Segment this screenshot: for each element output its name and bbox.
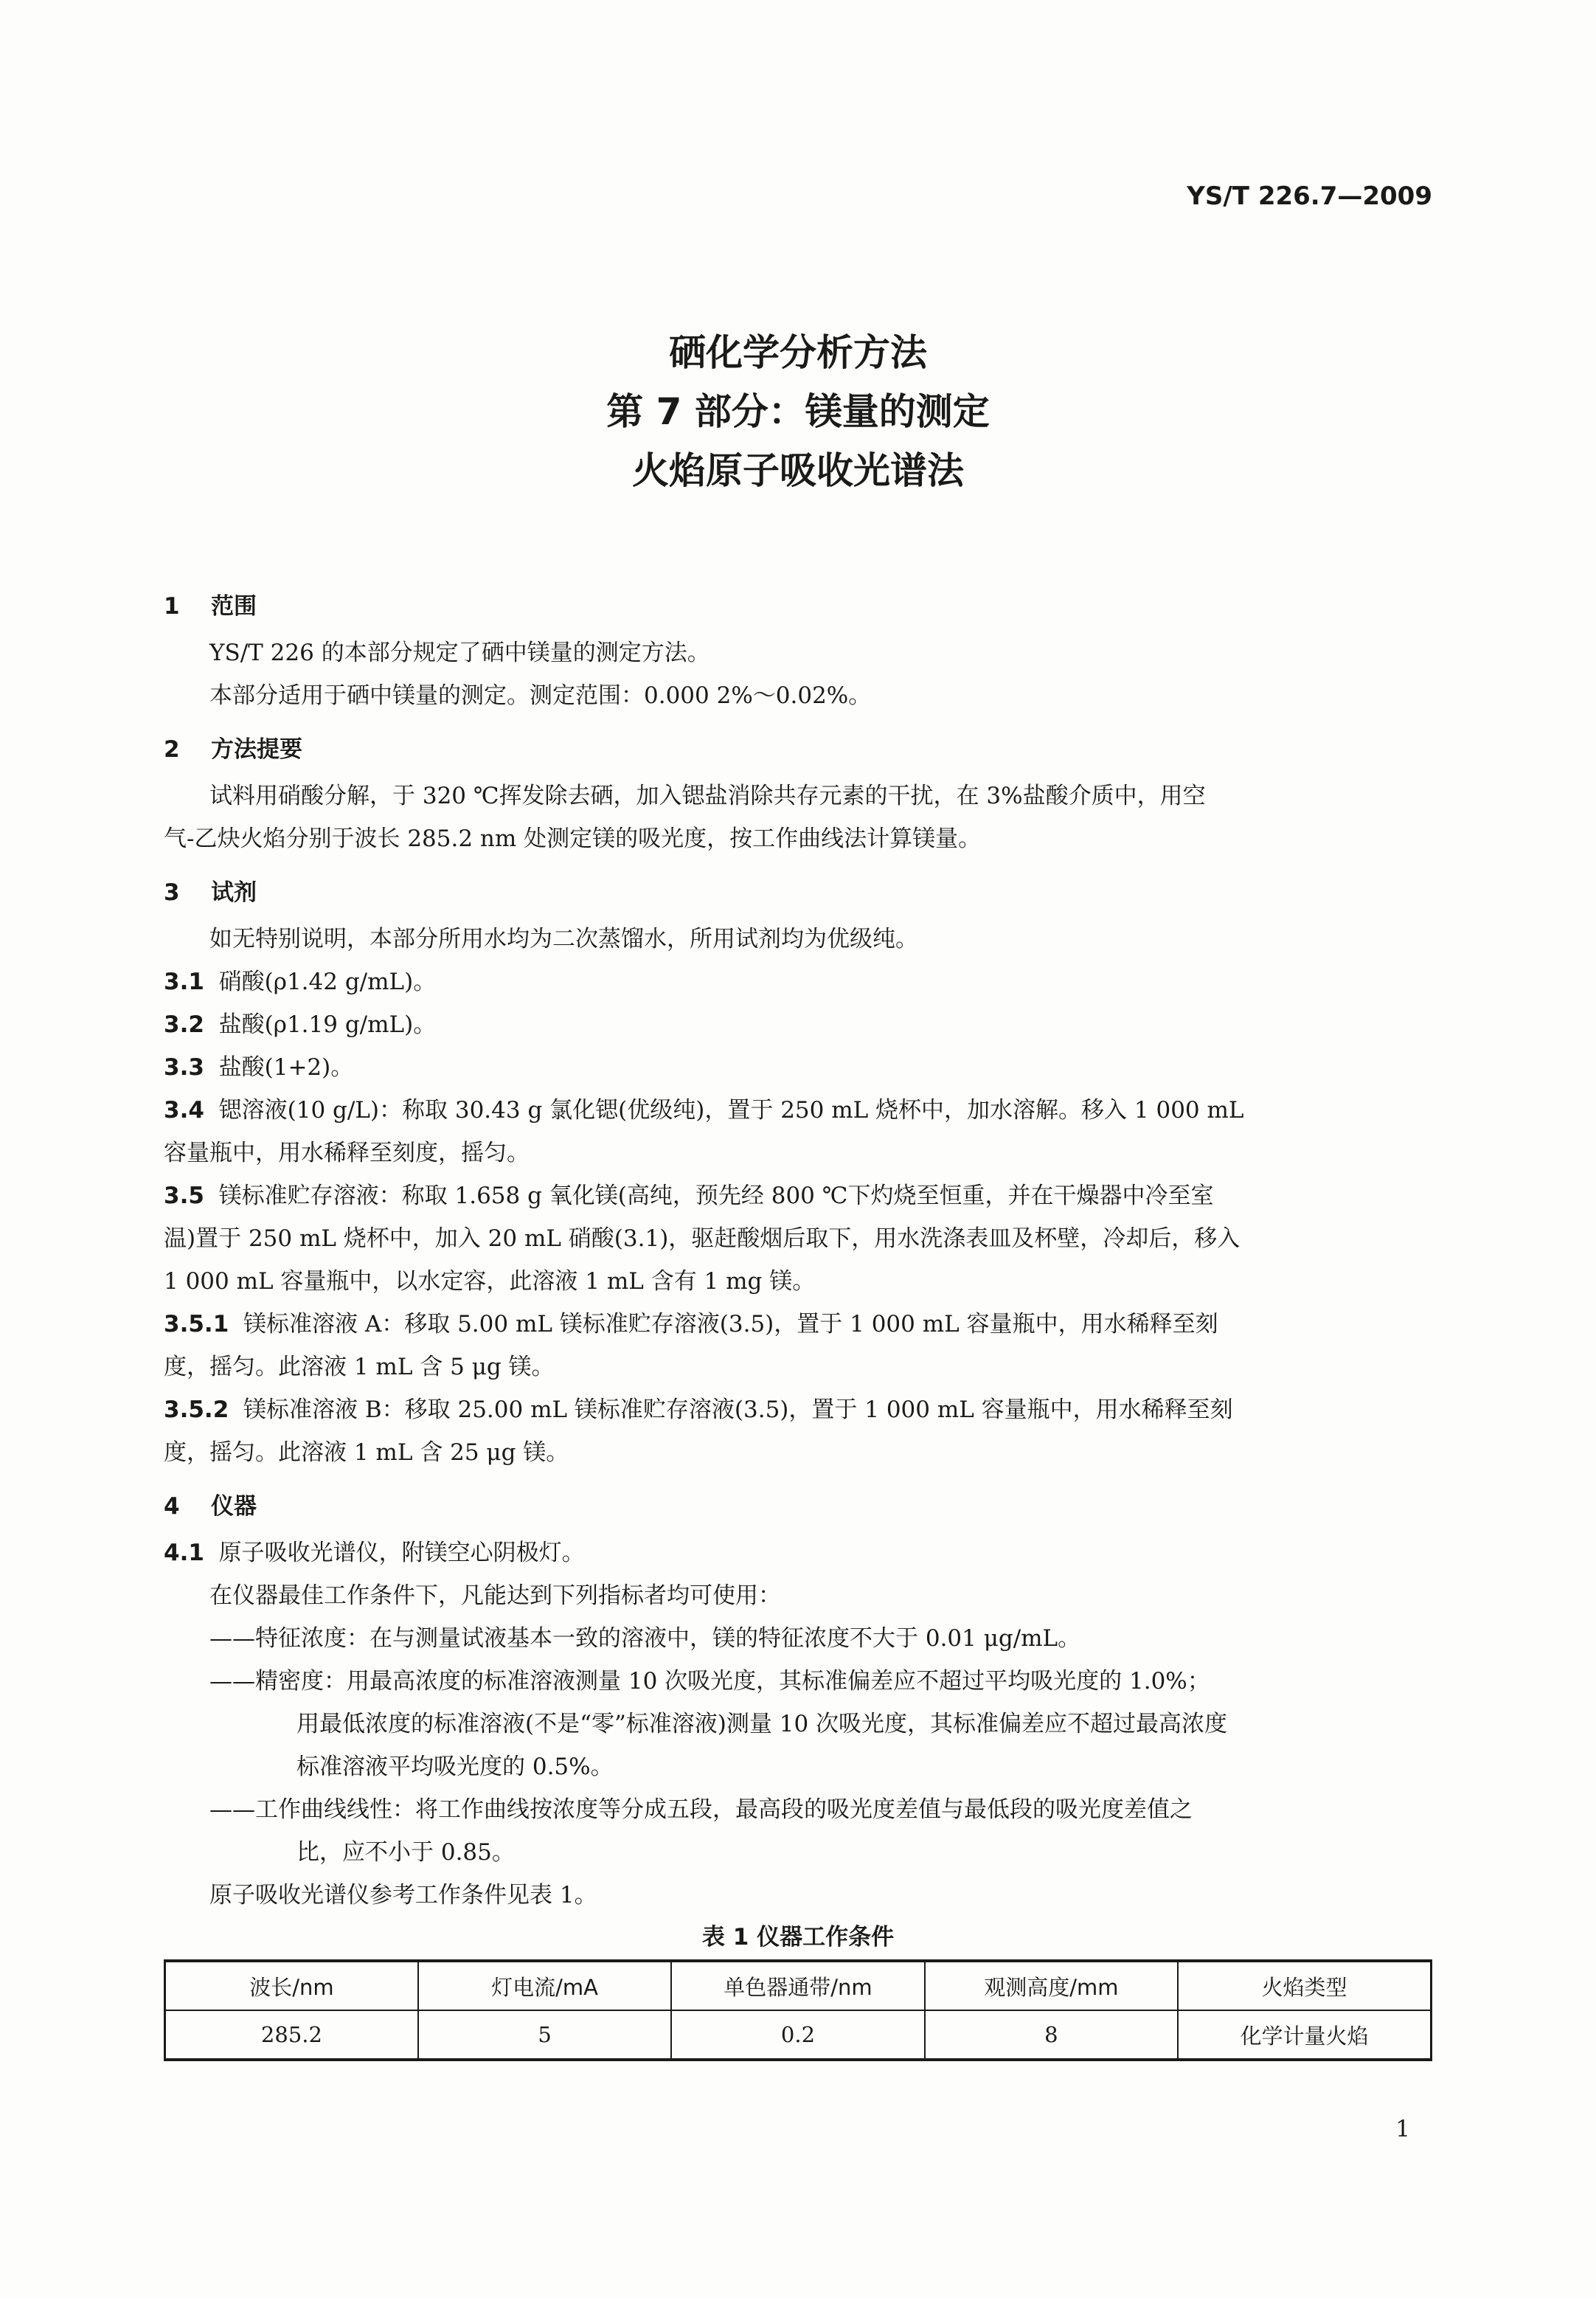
table-cell: 285.2 (165, 2010, 418, 2060)
section-number: 1 (164, 593, 180, 620)
clause-3-5-2-continuation: 度，摇匀。此溶液 1 mL 含 25 μg 镁。 (164, 1439, 569, 1466)
table-cell: 化学计量火焰 (1178, 2010, 1431, 2060)
clause-text: 盐酸(ρ1.19 g/mL)。 (218, 1011, 437, 1038)
section-title: 方法提要 (211, 736, 302, 763)
clause-3-4 (164, 1089, 1432, 1132)
section-number: 4 (164, 1493, 180, 1520)
clause-number: 3.2 (164, 1011, 204, 1038)
page-number: 1 (1395, 2116, 1410, 2142)
table-cell: 8 (925, 2010, 1178, 2060)
instrument-conditions-table (164, 1959, 1432, 2061)
paragraph: 原子吸收光谱仪参考工作条件见表 1。 (209, 1882, 597, 1908)
section-heading-method-summary (164, 735, 1432, 764)
clause-text: 镁标准溶液 B：移取 25.00 mL 镁标准贮存溶液(3.5)，置于 1 000 mL 容量瓶中，用水稀释至刻 (243, 1397, 1233, 1423)
section-title: 范围 (211, 593, 257, 620)
dash-item-characteristic-concentration: ——特征浓度：在与测量试液基本一致的溶液中，镁的特征浓度不大于 0.01 μg/mL。 (209, 1625, 1081, 1652)
clause-text: 镁标准溶液 A：移取 5.00 mL 镁标准贮存溶液(3.5)，置于 1 000 mL 容量瓶中，用水稀释至刻 (243, 1311, 1218, 1337)
document-title-line-1: 硒化学分析方法 (669, 331, 927, 374)
clause-text: 镁标准贮存溶液：称取 1.658 g 氧化镁(高纯，预先经 800 ℃下灼烧至恒重，并在干燥器中冷至室 (218, 1183, 1214, 1209)
paragraph: 本部分适用于硒中镁量的测定。测定范围：0.000 2%～0.02%。 (209, 682, 872, 709)
clause-3-5-1 (164, 1303, 1432, 1346)
document-title-line-2: 第 7 部分：镁量的测定 (606, 390, 990, 433)
dash-item-precision: ——精密度：用最高浓度的标准溶液测量 10 次吸光度，其标准偏差应不超过平均吸光度的 1.0%； (209, 1668, 1210, 1695)
clause-3-4-continuation: 容量瓶中，用水稀释至刻度，摇匀。 (164, 1140, 530, 1166)
clause-3-5-2 (164, 1388, 1432, 1431)
table-cell: 5 (418, 2010, 671, 2060)
document-title-block (0, 323, 1596, 500)
paragraph: 试料用硝酸分解，于 320 ℃挥发除去硒，加入锶盐消除共存元素的干扰，在 3%盐酸介质中，用空 (209, 783, 1206, 809)
section-number: 2 (164, 736, 180, 763)
clause-number: 3.5.1 (164, 1311, 229, 1337)
table-row (165, 2010, 1432, 2060)
clause-number: 3.1 (164, 969, 204, 995)
table-header-cell: 单色器通带/nm (671, 1961, 924, 2010)
clause-text: 硝酸(ρ1.42 g/mL)。 (218, 969, 437, 995)
clause-number: 3.5 (164, 1183, 204, 1209)
clause-3-5-continuation: 温)置于 250 mL 烧杯中，加入 20 mL 硝酸(3.1)，驱赶酸烟后取下，用水洗涤表皿及杯壁，冷却后，移入 (164, 1225, 1241, 1252)
paragraph: 在仪器最佳工作条件下，凡能达到下列指标者均可使用： (209, 1582, 781, 1609)
table-header-cell: 灯电流/mA (418, 1961, 671, 2010)
clause-3-3 (164, 1046, 1432, 1089)
table-header-cell: 火焰类型 (1178, 1961, 1431, 2010)
clause-number: 3.4 (164, 1097, 204, 1124)
clause-4-1 (164, 1532, 1432, 1574)
section-title: 仪器 (211, 1493, 257, 1520)
clause-number: 3.3 (164, 1054, 204, 1081)
clause-text: 原子吸收光谱仪，附镁空心阴极灯。 (218, 1540, 585, 1566)
clause-3-5-continuation: 1 000 mL 容量瓶中，以水定容，此溶液 1 mL 含有 1 mg 镁。 (164, 1268, 816, 1295)
clause-text: 锶溶液(10 g/L)：称取 30.43 g 氯化锶(优级纯)，置于 250 mL 烧杯中，加水溶解。移入 1 000 mL (218, 1097, 1244, 1124)
table-header-row (165, 1961, 1432, 2010)
document-title-line-3: 火焰原子吸收光谱法 (632, 449, 964, 492)
section-heading-reagents (164, 878, 1432, 907)
document-body (164, 574, 1432, 2061)
section-number: 3 (164, 879, 180, 906)
paragraph: YS/T 226 的本部分规定了硒中镁量的测定方法。 (209, 640, 710, 666)
standard-code: YS/T 226.7—2009 (1187, 181, 1432, 211)
table-caption: 表 1 仪器工作条件 (701, 1924, 895, 1951)
clause-number: 3.5.2 (164, 1397, 229, 1423)
dash-item-continuation: 用最低浓度的标准溶液(不是“零”标准溶液)测量 10 次吸光度，其标准偏差应不超过最高浓度 (296, 1711, 1228, 1737)
clause-3-1 (164, 961, 1432, 1003)
table-header-cell: 波长/nm (165, 1961, 418, 2010)
clause-text: 盐酸(1+2)。 (218, 1054, 354, 1081)
dash-item-linearity: ——工作曲线线性：将工作曲线按浓度等分成五段，最高段的吸光度差值与最低段的吸光度差值之 (209, 1796, 1193, 1823)
section-heading-scope (164, 592, 1432, 621)
paragraph-continuation: 气-乙炔火焰分别于波长 285.2 nm 处测定镁的吸光度，按工作曲线法计算镁量。 (164, 826, 982, 852)
clause-3-5 (164, 1174, 1432, 1217)
dash-item-continuation: 标准溶液平均吸光度的 0.5%。 (296, 1754, 614, 1780)
paragraph: 如无特别说明，本部分所用水均为二次蒸馏水，所用试剂均为优级纯。 (209, 926, 918, 952)
table-cell: 0.2 (671, 2010, 924, 2060)
dash-item-continuation: 比，应不小于 0.85。 (296, 1839, 515, 1866)
clause-3-5-1-continuation: 度，摇匀。此溶液 1 mL 含 5 μg 镁。 (164, 1354, 555, 1380)
section-heading-apparatus (164, 1492, 1432, 1521)
clause-number: 4.1 (164, 1540, 204, 1566)
table-header-cell: 观测高度/mm (925, 1961, 1178, 2010)
section-title: 试剂 (211, 879, 257, 906)
clause-3-2 (164, 1003, 1432, 1046)
